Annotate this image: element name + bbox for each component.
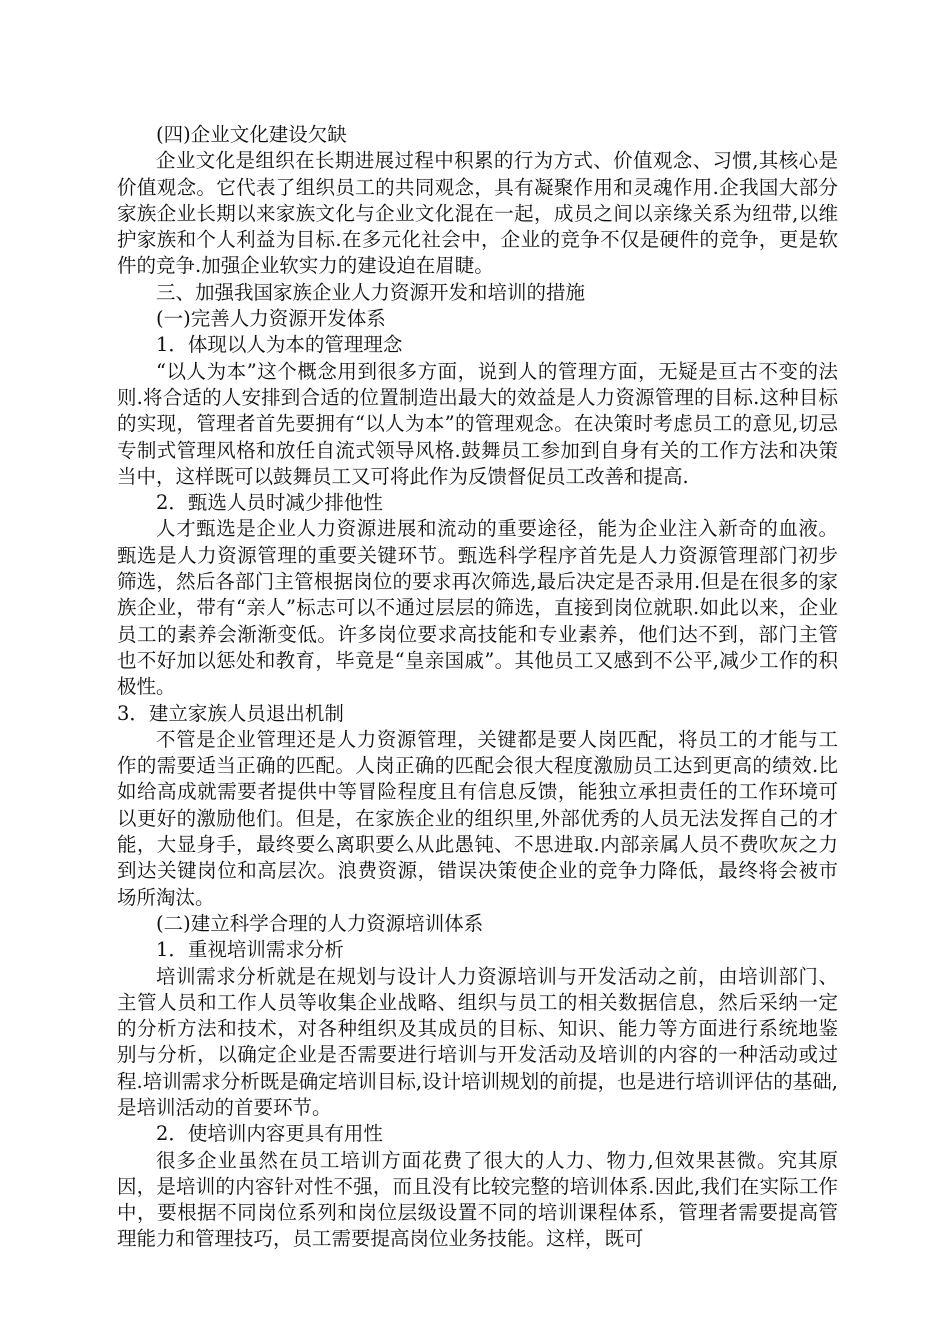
- body-paragraph-people-oriented: “以人为本”这个概念用到很多方面，说到人的管理方面，无疑是亘古不变的法则.将合适的人安排到合适的位置制造出最大的效益是人力资源管理的目标.这种目标的实现，管理者首先要拥有“以人为本”的管理观念。在决策时考虑员工的意见,切忌专制式管理风格和放任自流式领导风格.鼓舞员工参加到自身有关的工作方法和决策当中，这样既可以鼓舞员工又可将此作为反馈督促员工改善和提高.: [117, 359, 838, 488]
- body-paragraph-needs-analysis: 培训需求分析就是在规划与设计人力资源培训与开发活动之前，由培训部门、主管人员和工作人员等收集企业战略、组织与员工的相关数据信息，然后采纳一定的分析方法和技术，对各种组织及其成员的目标、知识、能力等方面进行系统地鉴别与分析，以确定企业是否需要进行培训与开发活动及培训的内容的一种活动或过程.培训需求分析既是确定培训目标,设计培训规划的前提，也是进行培训评估的基础,是培训活动的首要环节。: [117, 964, 838, 1119]
- chapter-heading-measures: 三、加强我国家族企业人力资源开发和培训的措施: [156, 280, 586, 304]
- section-heading-training: (二)建立科学合理的人力资源培训体系: [156, 911, 484, 935]
- body-paragraph-selection: 人才甄选是企业人力资源进展和流动的重要途径，能为企业注入新奇的血液。甄选是人力资源管理的重要关键环节。甄选科学程序首先是人力资源管理部门初步筛选，然后各部门主管根据岗位的要求再次筛选,最后决定是否录用.但是在很多的家族企业，带有“亲人”标志可以不通过层层的筛选，直接到岗位就职.如此以来，企业员工的素养会渐渐变低。许多岗位要求高技能和专业素养，他们达不到，部门主管也不好加以惩处和教育，毕竟是“皇亲国戚”。其他员工又感到不公平,减少工作的积极性。: [117, 517, 838, 699]
- body-paragraph-exit-mechanism: 不管是企业管理还是人力资源管理，关键都是要人岗匹配，将员工的才能与工作的需要适当正确的匹配。人岗正确的匹配会很大程度激励员工达到更高的绩效.比如给高成就需要者提供中等冒险程度且有信息反馈，能独立承担责任的工作环境可以更好的激励他们。但是，在家族企业的组织里,外部优秀的人员无法发挥自己的才能，大显身手，最终要么离职要么从此愚钝、不思进取.内部亲属人员不费吹灰之力到达关键岗位和高层次。浪费资源，错误决策使企业的竞争力降低，最终将会被市场所淘汰。: [117, 727, 838, 909]
- subheading-selection: 2．甄选人员时减少排他性: [156, 491, 383, 515]
- section-heading-culture: (四)企业文化建设欠缺: [156, 123, 347, 146]
- subheading-exit-mechanism: 3．建立家族人员退出机制: [117, 701, 344, 725]
- subheading-needs-analysis: 1．重视培训需求分析: [156, 938, 344, 962]
- section-heading-development: (一)完善人力资源开发体系: [156, 307, 386, 331]
- body-paragraph-practical-content: 很多企业虽然在员工培训方面花费了很大的人力、物力,但效果甚微。究其原因，是培训的内容针对性不强，而且没有比较完整的培训体系.因此,我们在实际工作中，要根据不同岗位系列和岗位层级设置不同的培训课程体系，管理者需要提高管理能力和管理技巧，员工需要提高岗位业务技能。这样，既可: [117, 1148, 838, 1251]
- body-paragraph-culture: 企业文化是组织在长期进展过程中积累的行为方式、价值观念、习惯,其核心是价值观念。它代表了组织员工的共同观念，具有凝聚作用和灵魂作用.企我国大部分家族企业长期以来家族文化与企业文化混在一起，成员之间以亲缘关系为纽带,以维护家族和个人利益为目标.在多元化社会中，企业的竞争不仅是硬件的竞争，更是软件的竞争.加强企业软实力的建设迫在眉睫。: [117, 149, 838, 278]
- subheading-practical-content: 2．使培训内容更具有用性: [156, 1122, 383, 1146]
- subheading-people-oriented: 1．体现以人为本的管理理念: [156, 333, 403, 357]
